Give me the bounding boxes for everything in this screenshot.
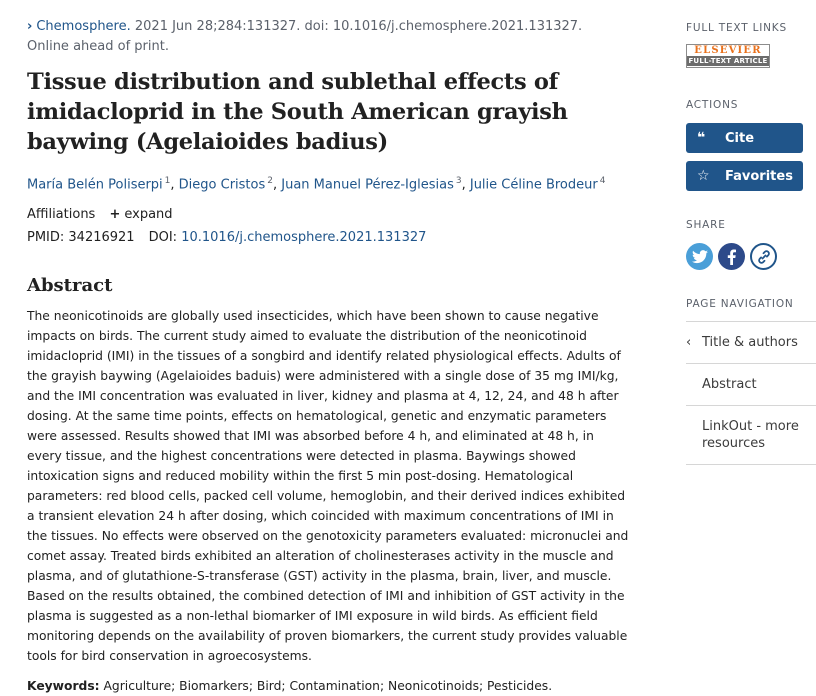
author-link[interactable]: Diego Cristos xyxy=(178,177,266,193)
actions-heading: ACTIONS xyxy=(686,99,739,111)
nav-item-linkout[interactable] xyxy=(686,406,816,465)
chevron-right-icon: › xyxy=(27,19,33,34)
doi-link[interactable]: 10.1016/j.chemosphere.2021.131327 xyxy=(181,230,427,246)
pmid: PMID: 34216921 xyxy=(27,230,135,246)
elsevier-logo-text: ELSEVIER xyxy=(694,45,762,56)
author-affiliation-ref[interactable]: 3 xyxy=(455,176,462,186)
expand-affiliations-button[interactable] xyxy=(99,207,172,222)
plus-icon: + xyxy=(109,207,121,223)
nav-item-label: Abstract xyxy=(702,377,757,392)
keywords-label: Keywords: xyxy=(27,679,100,694)
page-navigation-heading: PAGE NAVIGATION xyxy=(686,298,794,310)
page-navigation-list xyxy=(686,321,816,465)
author-affiliation-ref[interactable]: 1 xyxy=(164,176,171,186)
publication-status: Online ahead of print. xyxy=(27,39,169,54)
journal-link[interactable] xyxy=(27,19,131,34)
nav-item-title-authors[interactable] xyxy=(686,322,816,364)
affiliations-row xyxy=(27,205,637,225)
favorites-button[interactable] xyxy=(686,161,803,191)
nav-item-abstract[interactable] xyxy=(686,364,816,406)
star-icon: ☆ xyxy=(697,168,710,184)
doi-label: DOI: xyxy=(148,230,178,246)
journal-name: Chemosphere. xyxy=(36,19,131,34)
article-main xyxy=(27,17,637,696)
copy-link-share-button[interactable] xyxy=(750,243,777,270)
author-affiliation-ref[interactable]: 4 xyxy=(599,176,606,186)
nav-item-label: LinkOut - more resources xyxy=(702,419,799,451)
keywords-list: Agriculture; Biomarkers; Bird; Contamination; Neonicotinoids; Pesticides. xyxy=(99,679,553,694)
identifiers-row xyxy=(27,228,637,248)
author-affiliation-ref[interactable]: 2 xyxy=(267,176,273,186)
article-title: Tissue distribution and sublethal effects of imidacloprid in the South American grayish baywing (Agelaioides badius) xyxy=(27,69,568,155)
affiliations-label: Affiliations xyxy=(27,207,96,223)
sidebar xyxy=(686,20,816,465)
abstract-heading: Abstract xyxy=(27,275,113,297)
facebook-share-button[interactable] xyxy=(718,243,745,270)
citation-line xyxy=(27,17,637,37)
chevron-left-icon: ‹ xyxy=(686,335,692,350)
author-link[interactable]: María Belén Poliserpi xyxy=(27,177,163,193)
elsevier-full-text-link[interactable] xyxy=(686,44,770,68)
favorites-label: Favorites xyxy=(725,168,793,184)
author-list: María Belén Poliserpi $^1$, Diego Cristos $^2$, Juan Manuel Pérez-Iglesias $^3$, Julie Céline Brodeur $^4$ xyxy=(27,176,606,193)
author-link[interactable]: Julie Céline Brodeur xyxy=(469,177,598,193)
share-heading: SHARE xyxy=(686,219,726,231)
twitter-icon xyxy=(692,250,708,264)
share-buttons xyxy=(686,243,816,270)
full-text-links-heading: FULL TEXT LINKS xyxy=(686,22,787,34)
cite-button[interactable] xyxy=(686,123,803,153)
keywords xyxy=(27,676,637,696)
author-link[interactable]: Juan Manuel Pérez-Iglesias xyxy=(281,177,454,193)
twitter-share-button[interactable] xyxy=(686,243,713,270)
link-icon xyxy=(756,249,772,265)
abstract-text: The neonicotinoids are globally used insecticides, which have been shown to cause negative impacts on birds. The current study aimed to evaluate the distribution of the neonicotinoid imidacloprid (IMI) in the tissues of a songbird and identify related physiological effects. Adults of the grayish baywing (Agelaioides baduis) were administered with a single dose of 35 mg IMI/kg, and the IMI concentration was evaluated in liver, kidney and plasma at 4, 12, 24, and 48 h after dosing. At the same time points, effects on hematological, genetic and enzymatic parameters were assessed. Results showed that IMI was absorbed before 4 h, and eliminated at 48 h, in every tissue, and the highest concentrations were detected in plasma. Baywings showed intoxication signs and reduced mobility within the first 5 min post-dosing. Hematological parameters: red blood cells, packed cell volume, hemoglobin, and their derived indices exhibited a transient elevation 24 h after dosing, which coincided with maximum concentrations of IMI in the tissues. No effects were observed on the genotoxicity parameters evaluated: micronuclei and comet assay. Treated birds exhibited an alteration of cholinesterases activity in the muscle and plasma, and of glutathione-S-transferase (GST) activity in the plasma, brain, liver, and muscle. Based on the results obtained, the combined detection of IMI and inhibition of GST activity in the plasma is suggested as a non-lethal biomarker of IMI exposure in wild birds. As efficient field monitoring depends on the availability of proven biomarkers, the current study provides valuable tools for bird conservation in agroecosystems. xyxy=(27,309,629,664)
cite-label: Cite xyxy=(725,130,755,146)
expand-label: expand xyxy=(124,207,173,223)
quote-icon: ❝ xyxy=(697,130,706,146)
elsevier-badge-text: FULL-TEXT ARTICLE xyxy=(688,57,768,65)
citation-details: 2021 Jun 28;284:131327. doi: 10.1016/j.chemosphere.2021.131327. xyxy=(130,19,583,34)
nav-item-label: Title & authors xyxy=(702,335,798,350)
facebook-icon xyxy=(727,249,736,265)
